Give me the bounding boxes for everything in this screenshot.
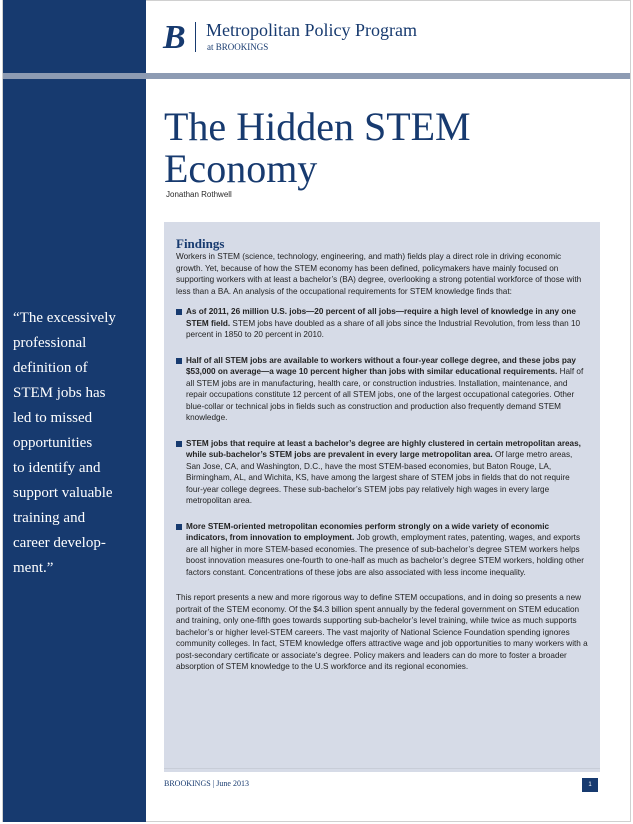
pull-quote: “The excessively professional definition of STEM jobs has led to missed opportunities to identify and support valuable training and career develop- ment.” <box>13 310 116 576</box>
finding-body: STEM jobs have doubled as a share of all jobs since the Industrial Revolution, from less than 10 percent in 1850 to 20 percent in 2010. <box>186 318 581 339</box>
finding-lead: As of 2011, 26 million U.S. jobs—20 percent of all jobs—require a high level of knowledge in any one STEM field. <box>186 307 576 328</box>
findings-closing: This report presents a new and more rigorous way to define STEM occupations, and in doing so presents a new portrait of the STEM economy. Of the $4.3 billion spent annually by the federal government on STEM education and training, only one-fifth goes towards supporting sub-bachelor’s level training, while twice as much supports bachelor’s or higher level-STEM careers. The vast majority of National Science Foundation spending ignores community colleges. In fact, STEM knowledge offers attractive wage and job opportunities to many workers with a post-secondary certificate or associate’s degree. Policy makers and leaders can do more to foster a broader absorption of STEM knowledge to the U.S workforce and its regional economies. <box>176 593 588 671</box>
page-title <box>164 106 604 190</box>
findings-heading: Findings <box>176 236 225 251</box>
bullet-square-icon <box>176 441 182 447</box>
finding-item <box>176 306 588 341</box>
findings-content <box>176 236 588 673</box>
page-number: 1 <box>582 778 598 792</box>
finding-lead: STEM jobs that require at least a bachelor’s degree are highly clustered in certain metropolitan areas, while sub-bachelor’s STEM jobs are prevalent in every large metropolitan area. <box>186 438 581 459</box>
finding-lead: More STEM-oriented metropolitan economies perform strongly on a wide variety of economic indicators, from innovation to employment. <box>186 521 550 542</box>
finding-item <box>176 355 588 424</box>
finding-item <box>176 438 588 507</box>
program-subtitle: at BROOKINGS <box>207 42 269 52</box>
finding-item <box>176 521 588 579</box>
bullet-square-icon <box>176 309 182 315</box>
footer-text: BROOKINGS | June 2013 <box>164 779 249 788</box>
brookings-logo-mark: B <box>163 19 186 56</box>
bullet-square-icon <box>176 524 182 530</box>
findings-box <box>164 222 600 772</box>
program-title: Metropolitan Policy Program <box>206 20 417 40</box>
author: Jonathan Rothwell <box>166 190 232 199</box>
findings-intro: Workers in STEM (science, technology, engineering, and math) fields play a direct role in driving economic growth. Yet, because of how the STEM economy has been defined, policymakers have mainly focused on supporting workers with at least a bachelor’s (BA) degree, overlooking a strong potential workforce of those with less than a BA. An analysis of the occupational requirements for STEM knowledge finds that: <box>176 252 582 296</box>
finding-lead: Half of all STEM jobs are available to workers without a four-year college degree, and these jobs pay $53,000 on average—a wage 10 percent higher than jobs with similar educational requirements. <box>186 355 576 376</box>
footer-divider <box>164 768 600 769</box>
finding-body: Half of all STEM jobs are in manufacturing, health care, or construction industries. Installation, maintenance, and repair occupations constitute 12 percent of all STEM jobs, one of the largest occupational categories. Other blue-collar or technical jobs in fields such as construction and production also frequently demand STEM knowledge. <box>186 367 584 422</box>
header-band <box>3 73 630 79</box>
bullet-square-icon <box>176 358 182 364</box>
finding-body: Job growth, employment rates, patenting, wages, and exports are all higher in more STEM-based economies. The presence of sub-bachelor’s degree STEM workers helps boost innovation measures one-fourth to one-half as much as bachelor’s degree STEM workers, holding other factors constant. Concentrations of these jobs are also associated with less income inequality. <box>186 533 584 577</box>
logo-divider <box>195 22 196 52</box>
title-line-1: The Hidden STEM <box>164 104 471 149</box>
title-line-2: Economy <box>164 146 318 191</box>
finding-body: Of large metro areas, San Jose, CA, and Washington, D.C., have the most STEM-based economies, but Baton Rouge, LA, Birmingham, AL, and Wichita, KS, have among the largest share of STEM jobs in fields that do not require four-year college degrees. These sub-bachelor’s STEM jobs pay relatively high wages in every large metropolitan area. <box>186 450 573 505</box>
